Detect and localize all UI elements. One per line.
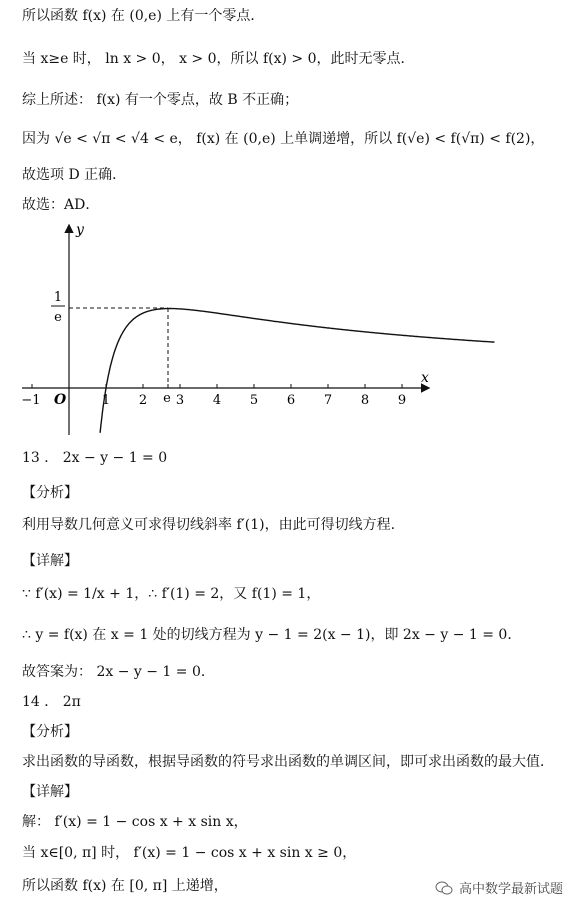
text-line: 当 x≥e 时， ln x > 0， x > 0，所以 f(x) > 0，此时无零点． (22, 51, 415, 67)
x-tick-label: e (163, 391, 171, 406)
y-tick-denominator: e (54, 310, 62, 325)
section-heading: 【详解】 (22, 553, 78, 569)
y-axis-label: y (76, 222, 84, 238)
y-tick-numerator: 1 (53, 290, 63, 305)
text-line: 解： f′(x) = 1 − cos x + x sin x， (22, 814, 248, 830)
watermark-text: 高中数学最新试题 (458, 882, 563, 897)
section-heading: 【详解】 (22, 784, 78, 800)
text-line: 所以函数 f(x) 在 [0, π] 上递增， (22, 878, 228, 894)
text-line: ∵ f′(x) = 1/x + 1，∴ f′(1) = 2，又 f(1) = 1， (22, 586, 321, 602)
x-tick-label: 1 (101, 393, 111, 408)
watermark (435, 878, 563, 897)
wechat-icon (435, 881, 453, 895)
text-line: 综上所述： f(x) 有一个零点，故 B 不正确； (22, 92, 299, 108)
function-curve (100, 309, 494, 433)
text-line: 14 ． 2π (22, 694, 81, 710)
text-line: 求出函数的导函数，根据导函数的符号求出函数的单调区间，即可求出函数的最大值． (22, 754, 554, 770)
text-line: 故答案为： 2x − y − 1 = 0． (22, 664, 215, 680)
x-tick-label: 9 (397, 393, 407, 408)
text-line: 故选：AD． (22, 197, 100, 213)
origin-label: O (54, 392, 67, 408)
x-tick-label: 4 (212, 393, 222, 408)
x-tick-label: 6 (286, 393, 296, 408)
x-axis-label: x (421, 370, 429, 386)
x-tick-label: 7 (323, 393, 333, 408)
text-line: ∴ y = f(x) 在 x = 1 处的切线方程为 y − 1 = 2(x − 1)，即 2x − y − 1 = 0． (22, 627, 522, 643)
text-line: 故选项 D 正确． (22, 167, 127, 183)
x-tick-label: 8 (360, 393, 370, 408)
text-line: 利用导数几何意义可求得切线斜率 f′(1)，由此可得切线方程. (22, 517, 396, 533)
x-tick-label: 2 (138, 393, 148, 408)
text-line: 当 x∈[0, π] 时， f′(x) = 1 − cos x + x sin x ≥ 0， (22, 845, 357, 861)
x-tick-label: 3 (175, 393, 185, 408)
x-tick-label: −1 (21, 393, 41, 408)
x-tick-label: 5 (249, 393, 259, 408)
function-graph (0, 220, 581, 445)
text-line: 因为 √e < √π < √4 < e， f(x) 在 (0,e) 上单调递增，所以 f(√e) < f(√π) < f(2)， (22, 131, 545, 147)
text-line: 所以函数 f(x) 在 (0,e) 上有一个零点． (22, 8, 265, 24)
section-heading: 【分析】 (22, 724, 78, 740)
section-heading: 【分析】 (22, 485, 78, 501)
text-line: 13 ． 2x − y − 1 = 0 (22, 450, 168, 466)
